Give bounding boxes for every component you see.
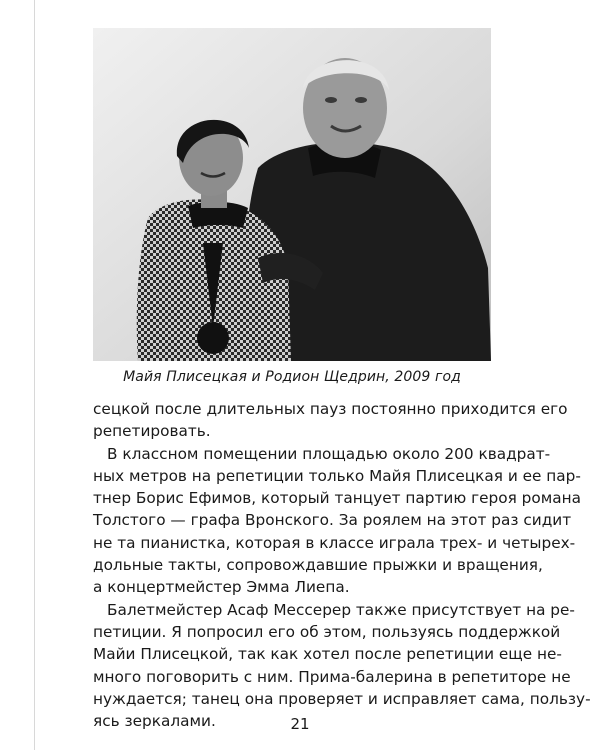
text-line: а концертмейстер Эмма Лиепа. <box>93 578 350 597</box>
text-line: дольные такты, сопровождавшие прыжки и вращения, <box>93 556 543 575</box>
text-line: Толстого — графа Вронского. За роялем на этот раз сидит <box>93 511 572 530</box>
photo-two-people-icon <box>93 28 491 361</box>
page-edge <box>34 0 35 750</box>
text-line: Балетмейстер Асаф Мессерер также присутствует на ре- <box>107 600 575 619</box>
photograph <box>93 28 491 361</box>
text-line: ясь зеркалами. <box>93 712 216 731</box>
text-line: тнер Борис Ефимов, который танцует партию героя романа <box>93 489 582 508</box>
text-line: репетировать. <box>93 422 211 441</box>
text-line: ных метров на репетиции только Майя Плисецкая и ее пар- <box>93 466 581 485</box>
text-line: петиции. Я попросил его об этом, пользуясь поддержкой <box>93 622 561 641</box>
text-line: нуждается; танец она проверяет и исправляет сама, пользу- <box>93 689 591 708</box>
text-line: много поговорить с ним. Прима-балерина в репетиторе не <box>93 667 571 686</box>
photo-caption: Майя Плисецкая и Родион Щедрин, 2009 год <box>123 369 461 385</box>
text-line: не та пианистка, которая в классе играла трех- и четырех- <box>93 533 576 552</box>
text-line: сецкой после длительных пауз постоянно приходится его <box>93 400 568 418</box>
text-line: В классном помещении площадью около 200 квадрат- <box>107 444 551 463</box>
text-line: Майи Плисецкой, так как хотел после репетиции еще не- <box>93 645 562 664</box>
body-text <box>93 398 591 732</box>
page-number: 21 <box>290 715 310 733</box>
